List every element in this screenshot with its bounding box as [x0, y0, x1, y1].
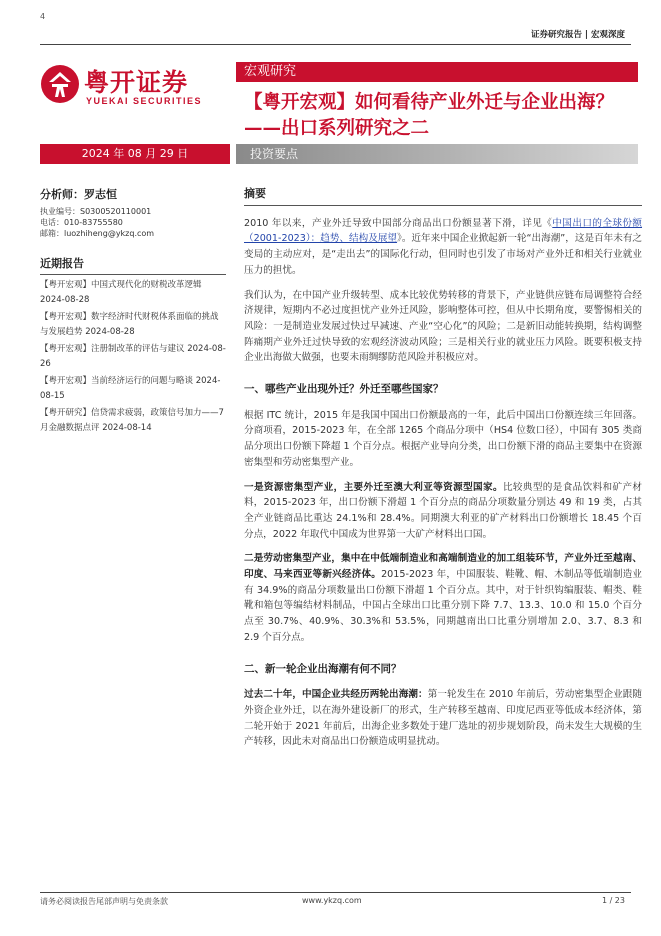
recent-report-date: 2024-08-26	[40, 344, 226, 369]
report-date: 2024 年 08 月 29 日	[40, 144, 230, 164]
abstract-paragraph-1: 2010 年以来，产业外迁导致中国部分商品出口份额显著下滑，详见《中国出口的全球份额（2001-2023）：趋势、结构及展望》。近年来中国企业掀起新一轮“出海潮”，这是百年未有之变局的主动应对，是“走出去”的国际化行动，但同时也引发了市场对产业外迁和相关行业就业压力的担忧。	[244, 217, 643, 276]
logo-name-en: YUEKAI SECURITIES	[86, 96, 203, 106]
report-type-label: 证券研究报告 | 宏观深度	[530, 30, 625, 40]
report-title: 【粤开宏观】如何看待产业外迁与企业出海？——出口系列研究之二	[244, 92, 615, 139]
footer-page-number: 1 / 23	[601, 896, 625, 905]
section-2-heading: 二、新一轮企业出海潮有何不同？	[244, 662, 402, 675]
logo-name-cn: 粤开证券	[84, 68, 189, 97]
page-marker: 4	[40, 12, 46, 21]
recent-report-item[interactable]	[40, 374, 226, 403]
section-label-bar: 投资要点	[236, 144, 638, 164]
recent-report-item[interactable]	[40, 278, 226, 307]
recent-report-item[interactable]	[40, 310, 226, 339]
recent-reports-heading: 近期报告	[40, 255, 226, 275]
header-divider	[40, 44, 631, 45]
analyst-name: 分析师：罗志恒	[40, 188, 117, 201]
footer-divider	[40, 892, 631, 893]
section-1-paragraph-3: 二是劳动密集型产业，集中在中低端制造业和高端制造业的加工组装环节，产业外迁至越南、印度、马来西亚等新兴经济体。2015-2023 年，中国服装、鞋靴、帽、木制品等低端制造业有 34.9%的商品分项数量出口份额下滑超 1 个百分点。其中，对于针织钩编服装、帽类、鞋靴和箱包等编结材料制品，中国占全球出口比重分别下降 7.7、13.3、10.0 和 15.0 个百分点至 30.7%、40.9%、30.3%和 53.5%，同期越南出口比重分别增加 2.0、3.7、8.3 和 2.9 个百分点。	[244, 553, 642, 643]
recent-report-date: 2024-08-28	[85, 326, 135, 337]
abstract-heading: 摘要	[244, 186, 642, 206]
recent-report-title: 【粤开宏观】中国式现代化的财税改革逻辑	[40, 280, 202, 290]
recent-report-title: 【粤开宏观】数字经济时代财税体系面临的挑战与发展趋势	[40, 312, 219, 337]
section-1-paragraph-1: 根据 ITC 统计，2015 年是我国中国出口份额最高的一年，此后中国出口份额连续三年回落。分商项看，2015-2023 年，在全部 1265 个商品分项中（HS4 位数口径），中国有 305 类商品分项出口份额下降超 1 个百分点。根据产业导向分类，出口份额下滑的商品主要集中在资源密集型和劳动密集型产业。	[244, 409, 642, 468]
main-content	[244, 186, 642, 759]
recent-report-title: 【粤开宏观】注册制改革的评估与建议	[40, 344, 185, 354]
recent-report-title: 【粤开研究】信贷需求疲弱，政策信号加力——7 月金融数据点评	[40, 408, 224, 433]
analyst-license: 执业编号：S0300520110001	[40, 207, 152, 216]
category-bar: 宏观研究	[236, 62, 638, 82]
sidebar	[40, 186, 226, 435]
analyst-phone: 电话：010-83755580	[40, 218, 123, 227]
yuekai-logo-icon	[40, 64, 80, 104]
section-1-heading: 一、哪些产业出现外迁？外迁至哪些国家？	[244, 383, 444, 396]
recent-report-item[interactable]	[40, 342, 226, 371]
recent-report-item[interactable]	[40, 406, 226, 435]
recent-report-date: 2024-08-14	[102, 422, 152, 433]
recent-report-title: 【粤开宏观】当前经济运行的问题与略谈	[40, 376, 194, 386]
abstract-paragraph-2: 我们认为，在中国产业升级转型、成本比较优势转移的背景下，产业链供应链布局调整符合经济规律，短期内不必过度担忧产业外迁风险，影响整体可控，但从中长期角度，要警惕相关的风险：一是制造业发展过快过早减速、产业“空心化”的风险；二是新旧动能转换期，结构调整阵痛期产业外迁过快导致的宏观经济波动风险；三是相关行业的就业压力风险。既要积极支持企业出海做大做强，也要未雨绸缪防范风险并积极应对。	[244, 289, 642, 364]
section-1-paragraph-2: 一是资源密集型产业，主要外迁至澳大利亚等资源型国家。比较典型的是食品饮料和矿产材料，2015-2023 年，出口份额下滑超 1 个百分点的商品分项数量分别达 49 和 19 类，占其全产业链商品比重达 24.1%和 28.4%。同期澳大利亚的矿产材料出口份额增长 18.45 个百分点，2022 年取代中国成为世界第一大矿产材料出口国。	[244, 481, 642, 540]
referenced-report-link[interactable]: 中国出口的全球份额（2001-2023）：趋势、结构及展望	[244, 217, 643, 245]
footer-disclaimer: 请务必阅读报告尾部声明与免责条款	[40, 897, 168, 906]
footer-website[interactable]: www.ykzq.com	[302, 896, 362, 905]
analyst-email[interactable]: 邮箱：luozhiheng@ykzq.com	[40, 229, 155, 238]
recent-report-date: 2024-08-28	[40, 294, 90, 305]
recent-report-date: 2024-08-15	[40, 376, 221, 401]
section-2-paragraph-1: 过去二十年，中国企业共经历两轮出海潮：第一轮发生在 2010 年前后，劳动密集型企业跟随外资企业外迁，以在海外建设新厂的形式，生产转移至越南、印度尼西亚等低成本经济体，第二轮开始于 2021 年前后，出海企业多数处于建厂选址的初步规划阶段，尚未发生大规模的生产转移，因此未对商品出口份额造成明显扰动。	[244, 689, 643, 748]
